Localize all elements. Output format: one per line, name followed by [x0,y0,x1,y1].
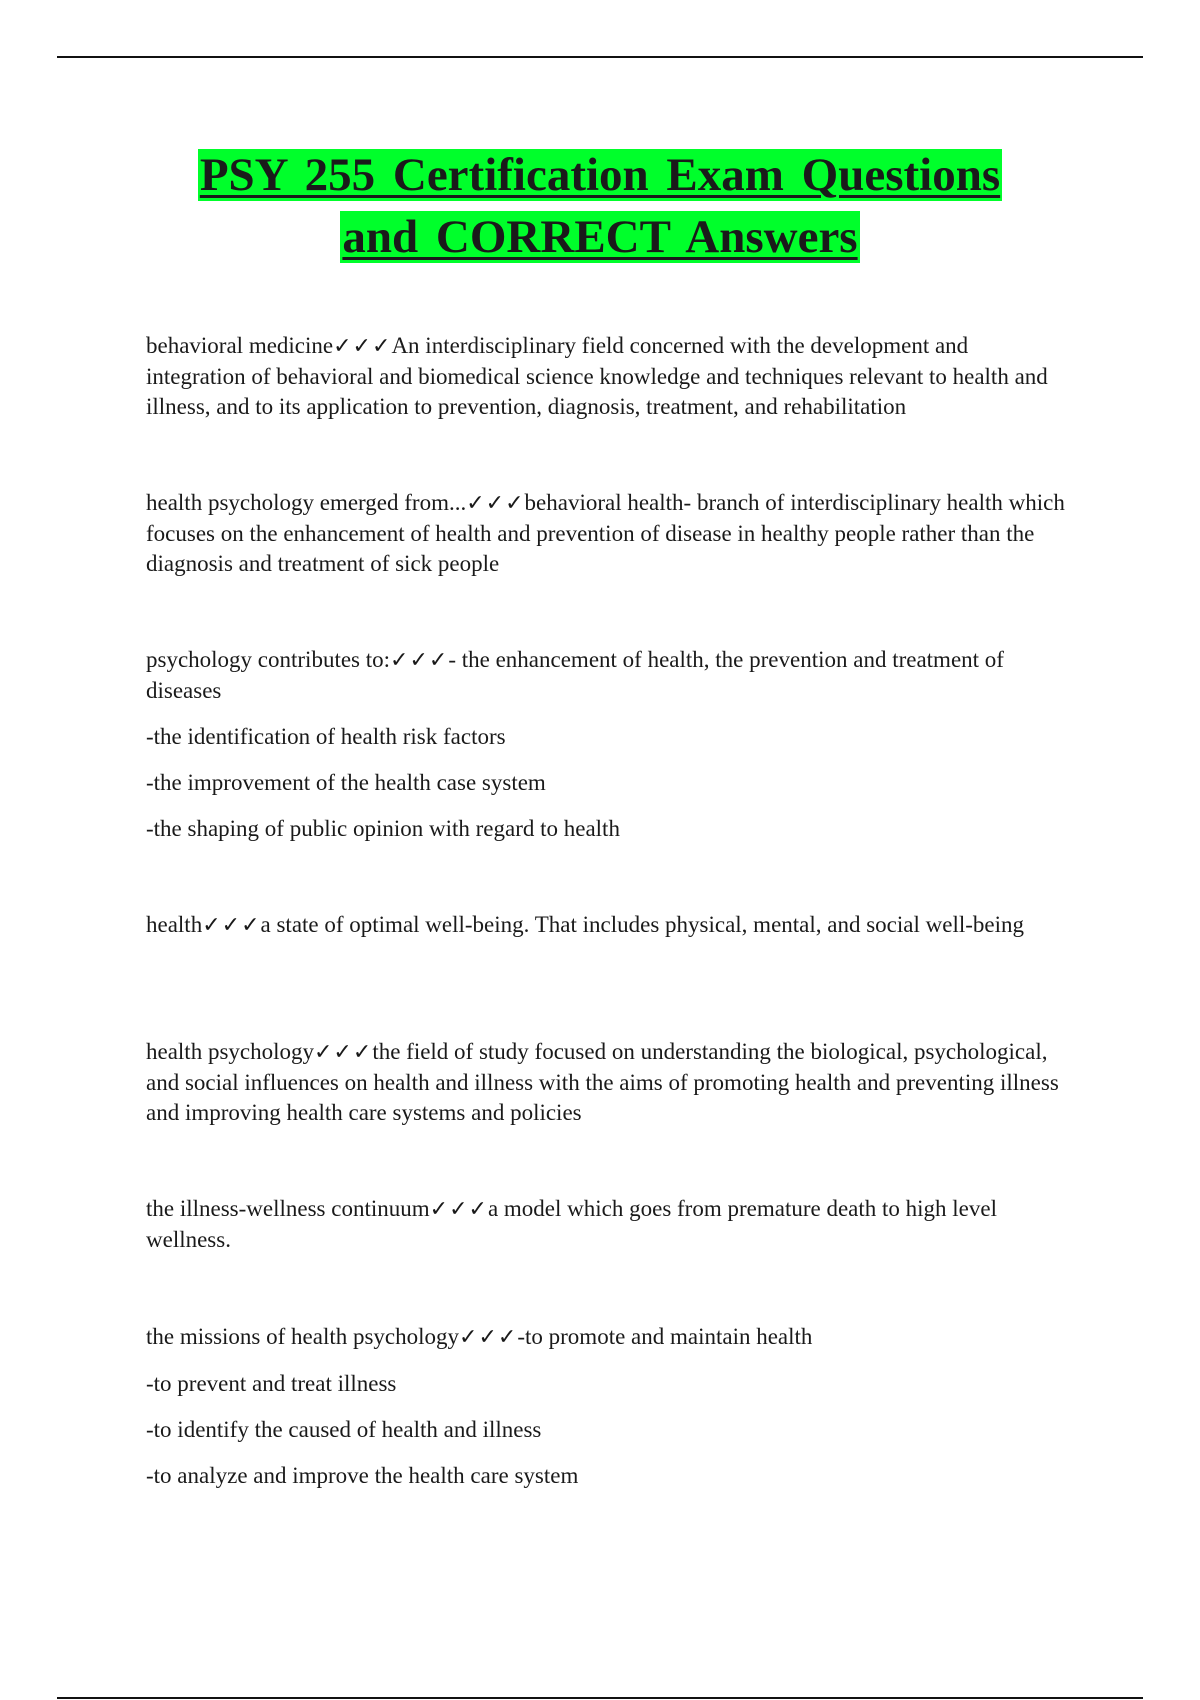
qa-definition: -to promote and maintain health [517,1324,813,1349]
qa-entry [146,1037,1066,1128]
qa-term: behavioral medicine [146,333,334,358]
qa-text [146,1037,1066,1128]
qa-text [146,331,1066,422]
qa-term: health psychology emerged from... [146,490,467,515]
bottom-rule [57,1697,1143,1699]
qa-sub-item: -the identification of health risk factors [146,724,506,749]
qa-term: the missions of health psychology [146,1324,460,1349]
qa-sub-item: -the improvement of the health case system [146,770,546,795]
check-marks-icon: ✓✓✓ [202,913,261,938]
qa-definition: An interdisciplinary field concerned with the development and integration of behavioral and biomedical science knowledge and techniques relevant to health and illness, and to its application to prevention, diagnosis, treatment, and rehabilitation [146,333,1048,419]
title-line-1: PSY 255 Certification Exam Questions [199,149,1001,201]
qa-definition: behavioral health- branch of interdisciplinary health which focuses on the enhancement of health and prevention of disease in healthy people rather than the diagnosis and treatment of sick people [146,490,1065,576]
check-marks-icon: ✓✓✓ [459,1325,518,1350]
qa-text [146,645,1066,706]
qa-sub-item: -to analyze and improve the health care system [146,1463,579,1488]
check-marks-icon: ✓✓✓ [314,1040,373,1065]
qa-term: psychology contributes to: [146,647,391,672]
qa-sub-item: -to identify the caused of health and illness [146,1417,542,1442]
qa-definition: - the enhancement of health, the prevention and treatment of diseases [146,647,1004,703]
qa-entry [146,1322,1066,1491]
qa-definition: a state of optimal well-being. That includes physical, mental, and social well-being [260,912,1024,937]
qa-entry [146,331,1066,422]
qa-entry [146,488,1066,579]
qa-text [146,488,1066,579]
check-marks-icon: ✓✓✓ [466,491,525,516]
check-marks-icon: ✓✓✓ [390,648,449,673]
qa-text [146,1322,1066,1353]
title-line-2: and CORRECT Answers [342,211,858,263]
qa-term: the illness-wellness continuum [146,1196,430,1221]
qa-term: health psychology [146,1039,314,1064]
qa-entry [146,910,1066,941]
qa-sub-item: -to prevent and treat illness [146,1371,397,1396]
check-marks-icon: ✓✓✓ [429,1197,488,1222]
qa-definition: the field of study focused on understanding the biological, psychological, and social influences on health and illness with the aims of promoting health and preventing illness and improving health care systems and policies [146,1039,1059,1125]
qa-sub-item: -the shaping of public opinion with regard to health [146,816,620,841]
qa-text [146,1194,1066,1255]
qa-entry [146,645,1066,844]
qa-term: health [146,912,203,937]
qa-definition: a model which goes from premature death to high level wellness. [146,1196,997,1252]
check-marks-icon: ✓✓✓ [333,334,392,359]
page-title [0,144,1200,268]
top-rule [57,56,1143,58]
qa-entry [146,1194,1066,1255]
qa-text [146,910,1066,941]
